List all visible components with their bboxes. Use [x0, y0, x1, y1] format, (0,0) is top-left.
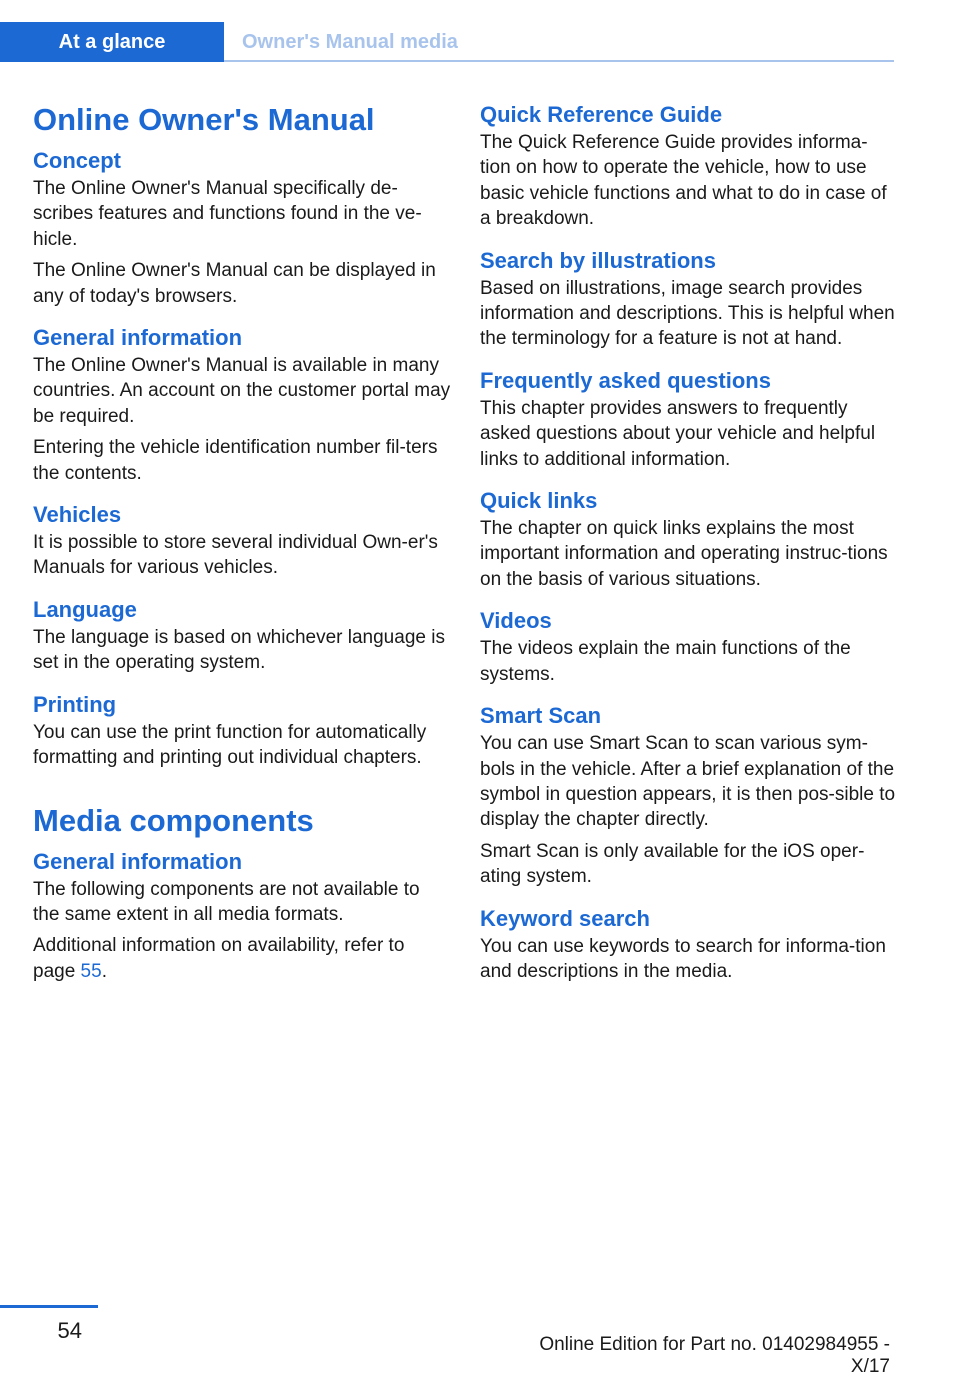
quick-links-paragraph: The chapter on quick links explains the most important information and operating instruc‐tions on the basis of various situations.	[480, 518, 888, 590]
general-info-paragraph-1: The Online Owner's Manual is available in many countries. An account on the customer portal may be required.	[33, 355, 451, 427]
smart-scan-paragraph-1: You can use Smart Scan to scan various sym‐bols in the vehicle. After a brief explanation of the symbol in question appears, it is then pos‐sible to display the chapter directly.	[480, 733, 896, 831]
header-rule	[224, 60, 894, 62]
illustrations-heading: Search by illustrations	[480, 247, 716, 273]
concept-paragraph-1: The Online Owner's Manual specifically de‐scribes features and functions found in the ve‐hicle.	[33, 178, 422, 250]
videos-heading: Videos	[480, 608, 552, 634]
language-paragraph: The language is based on whichever language is set in the operating system.	[33, 626, 445, 674]
concept-heading: Concept	[33, 148, 121, 173]
page-title: Online Owner's Manual	[33, 102, 375, 137]
media-paragraph-2-end: .	[101, 960, 107, 982]
left-column	[33, 100, 451, 984]
printing-heading: Printing	[33, 691, 117, 717]
media-general-heading: General information	[33, 848, 243, 874]
vehicles-heading: Vehicles	[33, 502, 122, 528]
chapter-tab[interactable]: At a glance	[0, 22, 224, 62]
media-paragraph-2	[33, 933, 451, 984]
right-column	[480, 100, 898, 984]
general-info-heading: General information	[33, 325, 243, 351]
page-reference-link[interactable]: 55	[80, 960, 102, 982]
media-paragraph-1: The following components are not available to the same extent in all media formats.	[33, 878, 420, 925]
keyword-search-heading: Keyword search	[480, 905, 650, 931]
media-paragraph-2-text: Additional information on availability, refer to page	[33, 935, 405, 982]
quick-reference-paragraph: The Quick Reference Guide provides informa‐tion on how to operate the vehicle, how to use basic vehicle functions and what to do in case of a breakdown.	[480, 132, 887, 230]
illustrations-paragraph: Based on illustrations, image search provides information and descriptions. This is helpful when the terminology for a feature is not at hand.	[480, 277, 895, 350]
quick-links-heading: Quick links	[480, 488, 598, 514]
section-tab[interactable]: Owner's Manual media	[242, 30, 458, 53]
footer-rule	[0, 1305, 98, 1308]
vehicles-paragraph: It is possible to store several individual Own‐er's Manuals for various vehicles.	[33, 532, 438, 579]
printing-paragraph: You can use the print function for automatically formatting and printing out individual chapters.	[33, 721, 427, 769]
videos-paragraph: The videos explain the main functions of the systems.	[480, 638, 851, 685]
page-number: 54	[57, 1318, 82, 1343]
smart-scan-heading: Smart Scan	[480, 703, 602, 729]
keyword-search-paragraph: You can use keywords to search for informa‐tion and descriptions in the media.	[480, 935, 886, 982]
page-header	[0, 0, 960, 64]
concept-paragraph-2: The Online Owner's Manual can be displayed in any of today's browsers.	[33, 260, 436, 307]
smart-scan-paragraph-2: Smart Scan is only available for the iOS oper‐ating system.	[480, 840, 865, 888]
faq-heading: Frequently asked questions	[480, 367, 771, 393]
edition-label: Online Edition for Part no. 01402984955 - X/17	[539, 1334, 890, 1377]
quick-reference-heading: Quick Reference Guide	[480, 102, 723, 127]
faq-paragraph: This chapter provides answers to frequently asked questions about your vehicle and helpful links to additional information.	[480, 397, 876, 470]
general-info-paragraph-2: Entering the vehicle identification number fil‐ters the contents.	[33, 437, 438, 484]
language-heading: Language	[33, 596, 137, 622]
media-components-title: Media components	[33, 802, 314, 838]
